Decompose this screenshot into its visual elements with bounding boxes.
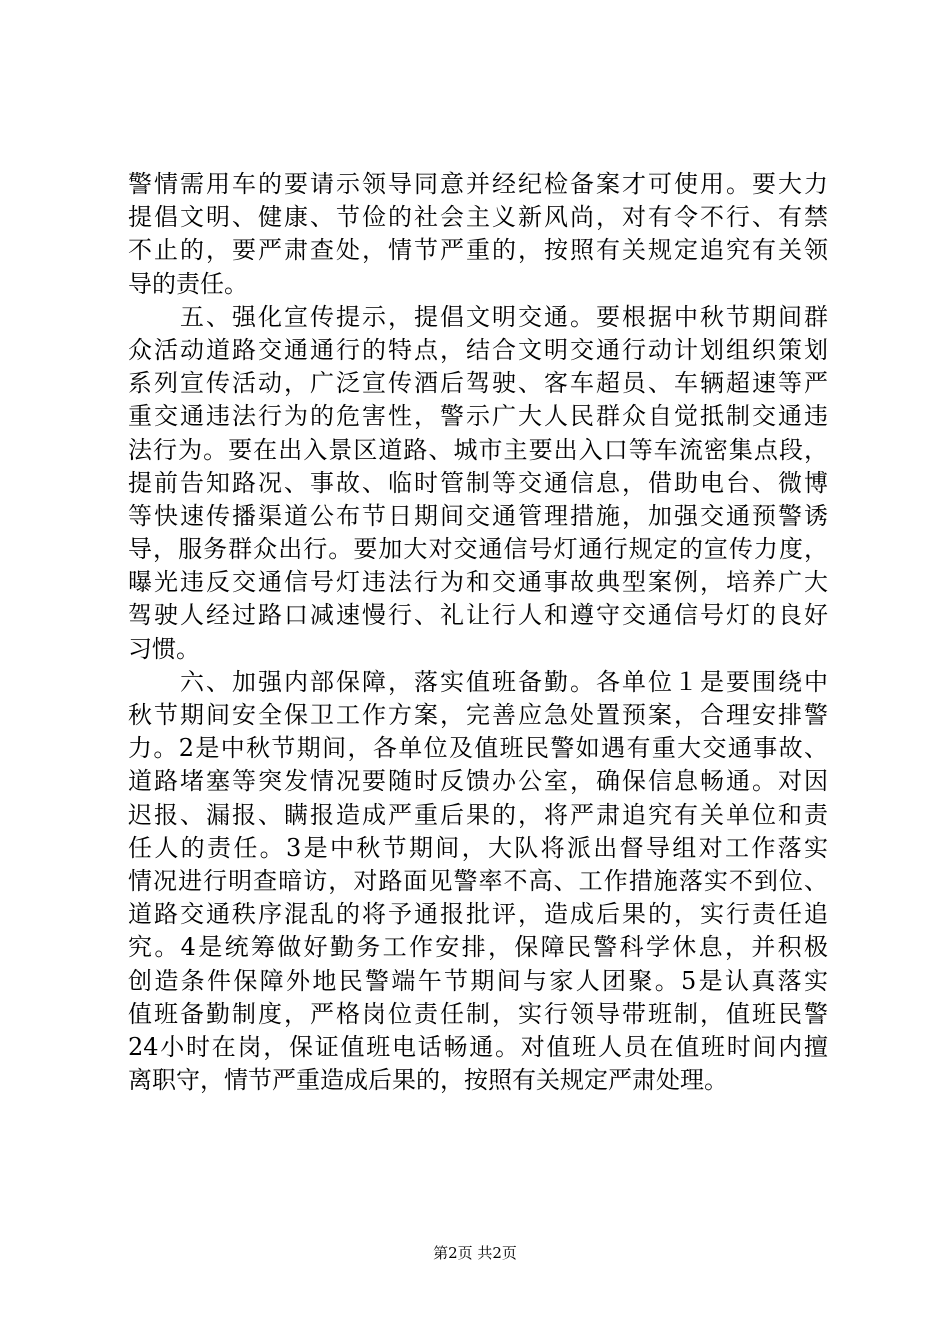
text-line: 曝光违反交通信号灯违法行为和交通事故典型案例，培养广大 (128, 568, 828, 597)
text-line: 习惯。 (128, 634, 200, 663)
text-line: 提前告知路况、事故、临时管制等交通信息，借助电台、微博 (128, 468, 828, 497)
text-line: 法行为。要在出入景区道路、城市主要出入口等车流密集点段， (128, 435, 828, 464)
text-line: 众活动道路交通通行的特点，结合文明交通行动计划组织策划 (128, 335, 828, 364)
text-line: 不止的，要严肃查处，情节严重的，按照有关规定追究有关领 (128, 236, 828, 265)
text-line: 迟报、漏报、瞒报造成严重后果的，将严肃追究有关单位和责 (128, 800, 828, 829)
document-body (128, 168, 828, 1097)
section-five-heading-line: 五、强化宣传提示，提倡文明交通。要根据中秋节期间群 (128, 302, 828, 331)
text-line: 离职守，情节严重造成后果的，按照有关规定严肃处理。 (128, 1066, 728, 1095)
text-line: 导的责任。 (128, 269, 248, 298)
text-line: 警情需用车的要请示领导同意并经纪检备案才可使用。要大力 (128, 170, 828, 198)
text-line: 任人的责任。3是中秋节期间，大队将派出督导组对工作落实 (128, 833, 828, 862)
page-footer: 第2页 共2页 (433, 1244, 517, 1262)
text-line: 导，服务群众出行。要加大对交通信号灯通行规定的宣传力度， (128, 535, 828, 564)
text-line: 创造条件保障外地民警端午节期间与家人团聚。5是认真落实 (128, 966, 828, 995)
text-line: 情况进行明查暗访，对路面见警率不高、工作措施落实不到位、 (128, 866, 828, 895)
text-line: 究。4是统筹做好勤务工作安排，保障民警科学休息，并积极 (128, 933, 828, 962)
section-six-heading-line: 六、加强内部保障，落实值班备勤。各单位１是要围绕中 (128, 667, 828, 696)
text-line: 道路交通秩序混乱的将予通报批评，造成后果的，实行责任追 (128, 900, 828, 929)
text-line: 驾驶人经过路口减速慢行、礼让行人和遵守交通信号灯的良好 (128, 601, 828, 630)
text-line: 24小时在岗，保证值班电话畅通。对值班人员在值班时间内擅 (128, 1032, 828, 1061)
text-line: 等快速传播渠道公布节日期间交通管理措施，加强交通预警诱 (128, 501, 828, 530)
text-line: 系列宣传活动，广泛宣传酒后驾驶、客车超员、车辆超速等严 (128, 369, 828, 398)
text-line: 提倡文明、健康、节俭的社会主义新风尚，对有令不行、有禁 (128, 203, 828, 232)
text-line: 道路堵塞等突发情况要随时反馈办公室，确保信息畅通。对因 (128, 767, 828, 796)
text-line: 值班备勤制度，严格岗位责任制，实行领导带班制，值班民警 (128, 999, 828, 1028)
text-line: 秋节期间安全保卫工作方案，完善应急处置预案，合理安排警 (128, 701, 828, 729)
text-line: 重交通违法行为的危害性，警示广大人民群众自觉抵制交通违 (128, 402, 828, 431)
text-line: 力。2是中秋节期间，各单位及值班民警如遇有重大交通事故、 (128, 734, 828, 763)
